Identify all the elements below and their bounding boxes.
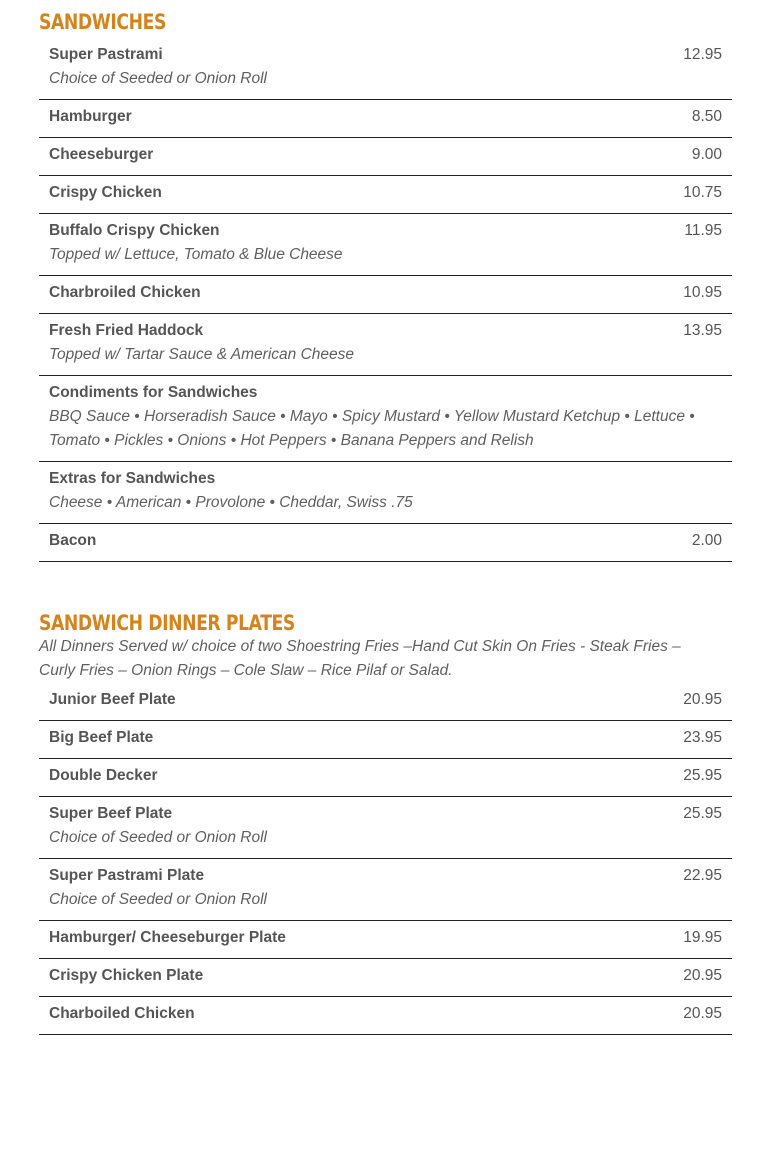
item-description: Choice of Seeded or Onion Roll [49,891,267,908]
item-name: Junior Beef Plate [49,691,176,708]
item-price: 20.95 [683,1005,722,1022]
menu-item-row [49,867,722,885]
menu-item-row [49,470,722,488]
item-price: 25.95 [683,767,722,784]
item-price: 10.95 [683,284,722,301]
menu-item [39,997,732,1035]
item-name: Fresh Fried Haddock [49,322,204,339]
item-name: Bacon [49,532,97,549]
section-intro: All Dinners Served w/ choice of two Shoestring Fries –Hand Cut Skin On Fries - Steak Fries – Curly Fries – Onion Rings – Cole Slaw – Rice Pilaf or Salad. [39,638,681,679]
item-name: Condiments for Sandwiches [49,384,258,401]
item-name: Cheeseburger [49,146,154,163]
item-price: 20.95 [683,691,722,708]
menu-item-row [49,108,722,126]
item-price: 11.95 [684,222,722,239]
item-price: 25.95 [683,805,722,822]
menu-page [39,0,732,1035]
item-name: Charboiled Chicken [49,1005,195,1022]
item-name: Super Beef Plate [49,805,173,822]
menu-item-row [49,1005,722,1023]
menu-item [39,759,732,797]
section-sandwiches [39,8,732,562]
item-description: Topped w/ Tartar Sauce & American Cheese [49,346,355,363]
menu-item [39,721,732,759]
item-name: Crispy Chicken [49,184,162,201]
item-price: 8.50 [691,108,722,125]
item-name: Hamburger [49,108,132,125]
menu-item [39,524,732,562]
item-price: 19.95 [683,929,722,946]
section-title: SANDWICH DINNER PLATES [39,611,295,635]
item-description: Choice of Seeded or Onion Roll [49,829,267,846]
item-description: BBQ Sauce • Horseradish Sauce • Mayo • Spicy Mustard • Yellow Mustard Ketchup • Lettuce • Tomato • Pickles • Onions • Hot Peppers • Banana Peppers and Relish [49,408,695,449]
item-price: 13.95 [683,322,722,339]
menu-item-row [49,532,722,550]
item-name: Super Pastrami [49,46,163,63]
item-name: Buffalo Crispy Chicken [49,222,220,239]
menu-item-row [49,691,722,709]
menu-item-list [39,38,732,562]
menu-item-row [49,146,722,164]
menu-item-row [49,967,722,985]
item-price: 12.95 [683,46,722,63]
menu-item-row [49,384,722,402]
menu-item [39,797,732,859]
menu-item-row [49,767,722,785]
menu-item [39,921,732,959]
item-price: 23.95 [683,729,722,746]
menu-item [39,276,732,314]
menu-item-list [39,683,732,1035]
section-sandwich-dinner-plates [39,609,732,1035]
menu-item [39,683,732,721]
item-name: Super Pastrami Plate [49,867,205,884]
menu-item [39,176,732,214]
item-description: Choice of Seeded or Onion Roll [49,70,267,87]
item-price: 22.95 [683,867,722,884]
item-price: 2.00 [691,532,722,549]
menu-item-row [49,284,722,302]
item-description: Cheese • American • Provolone • Cheddar, Swiss .75 [49,494,413,511]
menu-item-row [49,322,722,340]
item-name: Extras for Sandwiches [49,470,216,487]
menu-item [39,38,732,100]
menu-item-row [49,46,722,64]
menu-item [39,314,732,376]
item-description: Topped w/ Lettuce, Tomato & Blue Cheese [49,246,343,263]
section-title: SANDWICHES [39,10,166,34]
item-name: Crispy Chicken Plate [49,967,204,984]
item-name: Double Decker [49,767,158,784]
menu-item [39,138,732,176]
item-price: 20.95 [683,967,722,984]
item-name: Big Beef Plate [49,729,154,746]
menu-item [39,214,732,276]
menu-item-row [49,184,722,202]
item-price: 10.75 [683,184,722,201]
menu-item-row [49,729,722,747]
menu-item-row [49,805,722,823]
menu-item [39,376,732,462]
item-price: 9.00 [691,146,722,163]
item-name: Hamburger/ Cheeseburger Plate [49,929,286,946]
menu-item-row [49,222,722,240]
menu-item [39,100,732,138]
menu-item [39,859,732,921]
menu-item-row [49,929,722,947]
menu-item [39,959,732,997]
menu-item [39,462,732,524]
item-name: Charbroiled Chicken [49,284,201,301]
